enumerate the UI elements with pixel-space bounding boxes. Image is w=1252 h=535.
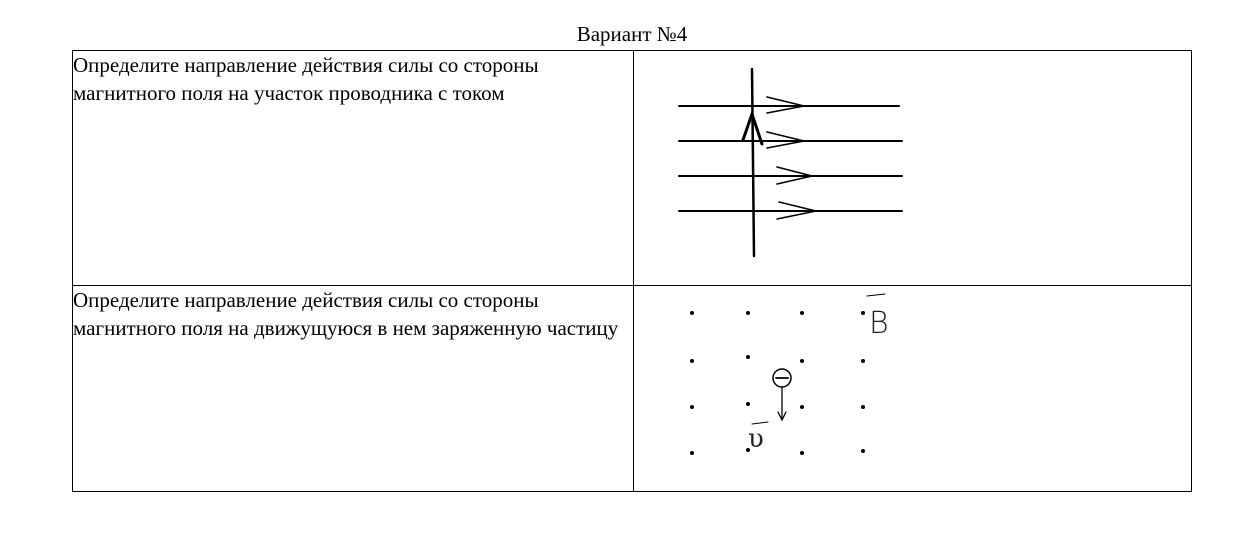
particle-field-diagram [634, 286, 1192, 493]
conductor-line [752, 69, 754, 256]
conductor-field-diagram [634, 51, 1192, 287]
task-1-text: Определите направление действия силы со стороны магнитного поля на участок проводника с током [73, 51, 634, 286]
task-1-figure [634, 51, 1192, 286]
document-title: Вариант №4 [576, 22, 688, 46]
field-dots [690, 311, 865, 455]
task-row-2 [73, 286, 1192, 492]
task-2-text: Определите направление действия силы со стороны магнитного поля на движущуюся в нем заряженную частицу [73, 286, 634, 492]
field-label-b: B [869, 306, 889, 341]
b-label-overbar [867, 294, 885, 296]
velocity-label-v: υ [748, 424, 764, 454]
task-table [72, 50, 1192, 492]
task-2-figure [634, 286, 1192, 492]
task-row-1 [73, 51, 1192, 286]
